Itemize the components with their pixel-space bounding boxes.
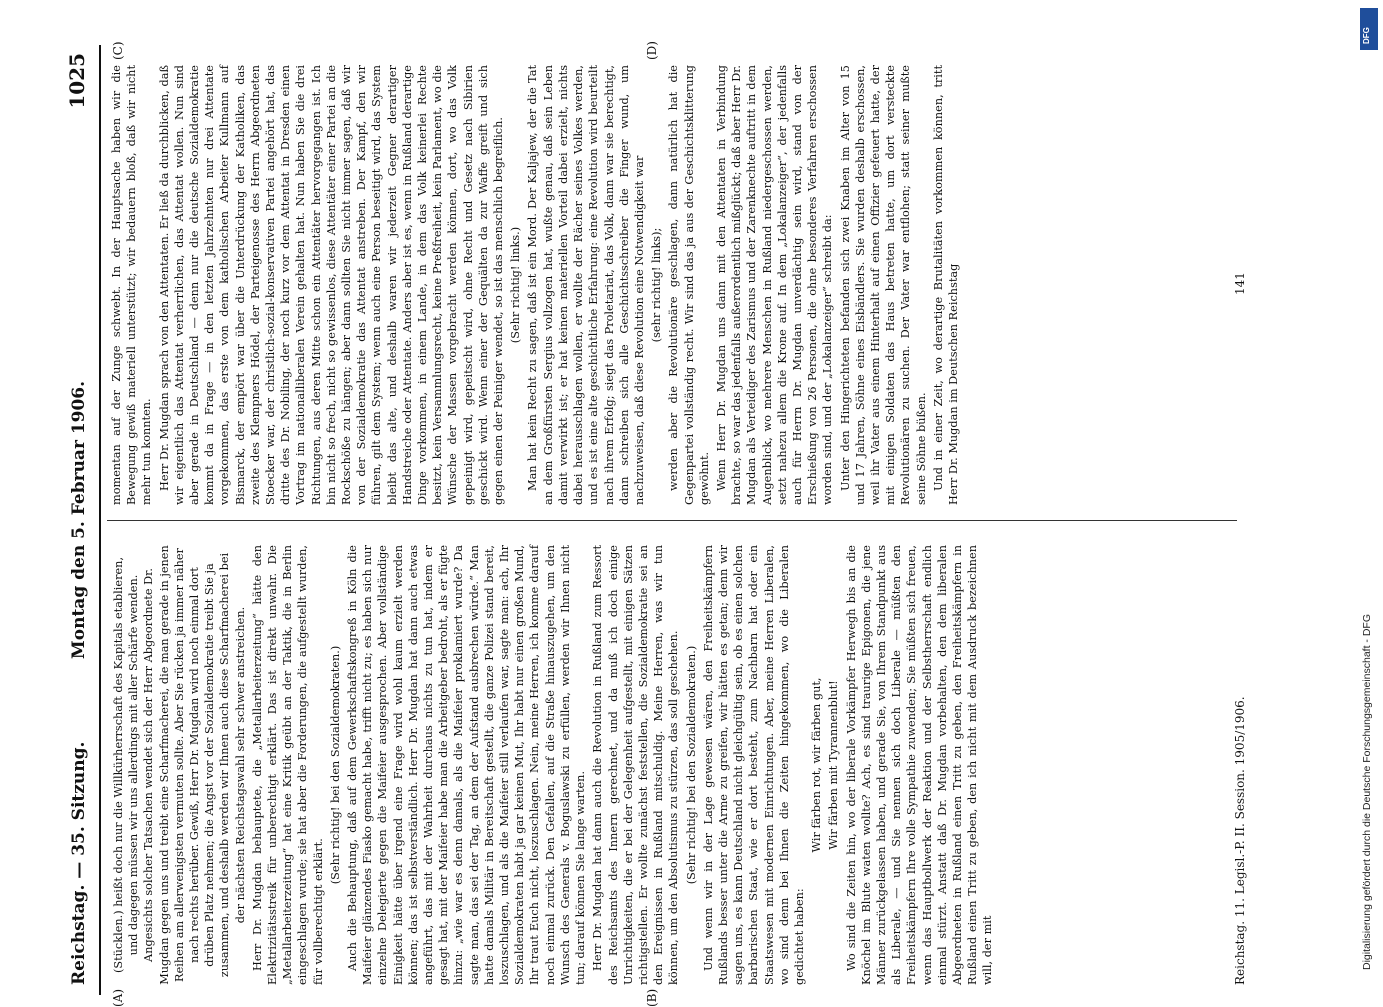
left-column — [109, 545, 1229, 985]
right-column-paragraph: Und in einer Zeit, wo derartige Brutalitäten vorkommen können, tritt Herr Dr. Mugdan im Deutschen Reichstag — [931, 65, 960, 505]
footer-left: Reichstag. 11. Legisl.-P. II. Session. 1905/1906. — [1233, 696, 1247, 985]
left-column-paragraph: Herr Dr. Mugdan hat dann auch die Revolution in Rußland zum Ressort des Reichsamts des Innern gerechnet, und da muß ich doch einige Unrichtigkeiten, die er bei der Gelegenheit aufgestellt, mit einigen Sätzen richtigstellen. Er wollte zunächst feststellen, die Sozialdemokratie sei an den Ereignissen in Rußland mitschuldig. Meine Herren, was wir tun können, um den Absolutismus zu stürzen, das soll geschehen. — [591, 545, 681, 985]
left-column-paragraph: Wir färben rot, wir färben gut, — [810, 677, 824, 853]
margin-mark-a: (A) — [111, 988, 125, 1007]
right-column-paragraph: Wenn Herr Dr. Mugdan uns dann mit den Attentaten in Verbindung brachte, so war das jedenfalls außerordentlich mißglückt; daß aber Herr Dr. Mugdan als Verteidiger des Zarismus und der Zarenknechte auftritt in dem Augenblick, wo mehrere Menschen in Rußland niedergeschossen werden, setzt nahezu allem die Krone auf. In dem „Lokalanzeiger“, der jedenfalls auch für Herrn Dr. Mugdan unverdächtig sein wird, stand von der Erschießung von 26 Personen, die ohne besonderes Verfahren erschossen worden sind, und der „Lokalanzeiger“ schreibt da: — [714, 65, 835, 505]
dfg-logo-text: DFG — [1362, 27, 1371, 44]
left-column-paragraph: (Stücklen.) heißt doch nur die Willkürherrschaft des Kapitals etablieren, und dagegen müssen wir uns allerdings mit aller Schärfe wenden. Angesichts solcher Tatsachen wendet sich der Herr Abgeordnete Dr. Mugdan gegen uns und treibt eine Scharfmacherei, die man gerade in jenen Reihen am allerwenigsten vermuten sollte. Aber Sie rücken ja immer näher nach rechts herüber. Gewiß, Herr Dr. Mugdan wird noch einmal dort drüben Platz nehmen; die Angst vor der Sozialdemokratie treibt Sie ja zusammen, und deshalb werden wir Ihnen auch diese Scharfmacherei bei der nächsten Reichstagswahl sehr schwer anstreichen. — [112, 545, 247, 985]
left-column-paragraph: Wir färben mit Tyrannenblut! — [827, 680, 841, 850]
header-left: Reichstag. — 35. Sitzung. — [69, 741, 89, 985]
header-center: Montag den 5. Februar 1906. — [69, 380, 89, 660]
right-column-paragraph: Herr Dr. Mugdan sprach von den Attentaten. Er ließ da durchblicken, daß wir eigentlich das Attentat verherrlichen, das Attentat wollen. Nun sind aber gerade in Deutschland — denn nur die deutsche Sozialdemokratie kommt da in Frage — in den letzten Jahrzehnten nur drei Attentate vorgekommen, das erste von dem katholischen Arbeiter Kullmann auf Bismarck, der empört war über die Unterdrückung der Katholiken, das zweite des Klempners Hödel, der Parteigenosse des Herrn Abgeordneten Stoecker war, der christlich-sozial-konservativen Partei angehört hat, das dritte des Dr. Nobiling, der noch kurz vor dem Attentat in Dresden einen Vortrag im nationalliberalen Verein gehalten hat. Nun haben Sie die drei Richtungen, aus deren Mitte schon ein Attentäter hervorgegangen ist. Ich bin nicht so frech, nicht so gewissenlos, diese Attentäter einer Partei an die Rockschöße zu hängen; aber dann sollten Sie nicht immer sagen, daß wir von der Sozialdemokratie das Attentat anstreben. Der Kampf, den wir führen, gilt dem System; wenn auch eine Person beseitigt wird, das System bleibt das alte, und deshalb waren wir jederzeit Gegner derartiger Handstreiche oder Attentate. Anders aber ist es, wenn in Rußland derartige Dinge vorkommen, in einem Lande, in dem das Volk keinerlei Rechte besitzt, kein Versammlungsrecht, keine Preßfreiheit, kein Parlament, wo die Wünsche der Massen vorgebracht werden können, dort, wo das Volk gepeinigt wird, gepeitscht wird, ohne Recht und Gesetz nach Sibirien geschickt wird. Wenn einer der Gequälten da zur Waffe greift und sich gegen einen der Peiniger wendet, so ist das menschlich begreiflich. — [157, 65, 506, 505]
margin-mark-c: (C) — [111, 41, 125, 60]
left-column-paragraph: (Sehr richtig! bei den Sozialdemokraten.) — [328, 645, 342, 885]
margin-mark-d: (D) — [645, 41, 659, 60]
left-column-paragraph: Herr Dr. Mugdan behauptete, die „Metallarbeiterzeitung“ hätte den Elektrizitätsstreik für unberechtigt erklärt. Das ist direkt unwahr. Die „Metallarbeiterzeitung“ hat eine Kritik geübt an der Taktik, die in Berlin eingeschlagen wurde; sie hat aber die Forderungen, die aufgestellt wurden, für vollberechtigt erklärt. — [250, 545, 325, 985]
column-divider — [107, 520, 1237, 521]
rotated-page-sheet — [45, 41, 1345, 1007]
digitization-note — [1357, 70, 1379, 970]
right-column-paragraph: Man hat kein Recht zu sagen, daß ist ein Mord. Der Kaljajew, der die Tat an dem Großfürsten Sergius vollzogen hat, wußte genau, daß sein Leben damit verwirkt ist; er hat keinen materiellen Vorteil dabei erzielt, nichts dabei herausschlagen wollen, er wollte der Rächer seines Volkes werden, und es ist eine alte geschichtliche Erfahrung: eine Revolution wird beurteilt nach ihrem Erfolg; siegt das Proletariat, das Volk, dann war sie berechtigt, dann schreiben sich alle Geschichtsschreiber die Finger wund, um nachzuweisen, daß diese Revolution eine Notwendigkeit war — [526, 65, 646, 505]
left-column-paragraph: (Sehr richtig! bei den Sozialdemokraten.) — [684, 645, 698, 885]
dfg-logo — [1360, 8, 1378, 50]
digitization-note-text: Digitalisierung gefördert durch die Deutsche Forschungsgemeinschaft - DFG — [1361, 613, 1373, 970]
right-column-paragraph: werden aber die Revolutionäre geschlagen, dann natürlich hat die Gegenpartei vollständig recht. Wir sind das ja aus der Geschichtsklitterung gewöhnt. — [667, 65, 711, 505]
page-header — [65, 45, 101, 995]
left-column-paragraph: Und wenn wir in der Lage gewesen wären, den Freiheitskämpfern Rußlands besser unter die Arme zu greifen, wir hätten es getan; denn wir sagen uns, es kann Deutschland nicht gleichgültig sein, ob es einen solchen barbarischen Staat, wie er dort besteht, zum Nachbarn hat oder ein Staatswesen mit modernen Einrichtungen. Aber, meine Herren Liberalen, wo sind denn bei Ihnen die Zeiten hingekommen, wo die Liberalen gedichtet haben: — [701, 545, 806, 985]
right-column-paragraph: (Sehr richtig! links.) — [509, 226, 523, 344]
right-column — [109, 65, 1229, 505]
left-column-paragraph: Auch die Behauptung, daß auf dem Gewerkschaftskongreß in Köln die Maifeier glänzendes Fiasko gemacht habe, trifft nicht zu; es haben sich nur einzelne Delegierte gegen die Maifeier ausgesprochen. Aber vollständige Einigkeit hätte über irgend eine Frage wird wohl kaum erzielt werden können; das ist selbstverständlich. Herr Dr. Mugdan hat dann auch etwas angeführt, das mit der Wahrheit durchaus nichts zu tun hat, indem er gesagt hat, mit der Maifeier habe man die Arbeitgeber bedroht, als er fügte hinzu: „wie war es denn damals, als die Maifeier proklamiert wurde? Da sagte man, das sei der Tag, an dem der Aufstand ausbrechen würde.“ Man hatte damals Militär in Bereitschaft gestellt, die ganze Polizei stand bereit, loszuschlagen, und als die Maifeier still verlaufen war, sagte man: ach, Ihr Sozialdemokraten habt ja gar keinen Mut, Ihr habt nur einen großen Mund, Ihr traut Euch nicht, loszuschlagen. Nein, meine Herren, ich komme darauf noch einmal zurück. Den Gefallen, auf die Straße hinauszugehen, um den Wunsch des Generals v. Boguslawski zu erfüllen, werden wir Ihnen nicht tun; darauf können Sie lange warten. — [346, 545, 588, 985]
right-column-paragraph: momentan auf der Zunge schwebt. In der Hauptsache haben wir die Bewegung gewiß materiell unterstützt; wir bedauern bloß, daß wir nicht mehr tun konnten. — [110, 65, 154, 505]
footer-right: 141 — [1233, 272, 1247, 295]
page-number: 1025 — [65, 53, 89, 109]
right-column-paragraph: (sehr richtig! links); — [650, 227, 664, 343]
left-column-paragraph: Wo sind die Zeiten hin, wo der liberale Vorkämpfer Herwegh bis an die Knöchel im Blute waten wollte? Ach, es sind traurige Epigonen, die jene Männer zurückgelassen haben, und gerade Sie, von Ihrem Standpunkt aus als Liberale, — und Sie nennen sich doch Liberale — müßten den Freiheitskämpfern Ihre volle Sympathie zuwenden; Sie müßten sich freuen, wenn das Hauptbollwerk der Reaktion und der Selbstherrschaft endlich einmal stürzt. Anstatt daß Dr. Mugdan vorbehalten, den dem liberalen Abgeordneten in Rußland einen Tritt zu geben, den Freiheitskämpfern in Rußland einen Tritt zu geben, den ich nicht mit dem Ausdruck bezeichnen will, der mit — [844, 545, 995, 985]
right-column-paragraph: Unter den Hingerichteten befanden sich zwei Knaben im Alter von 15 und 17 Jahren, Söhne eines Eisbändlers. Sie wurden deshalb erschossen, weil ihr Vater aus einem Hinterhalt auf einen Offizier gefeuert hatte, der mit einigen Soldaten das Haus betreten hatte, um dort versteckte Revolutionären zu suchen. Der Vater war entflohen; statt seiner mußte seine Söhne büßen. — [838, 65, 928, 505]
margin-mark-b: (B) — [645, 988, 659, 1007]
